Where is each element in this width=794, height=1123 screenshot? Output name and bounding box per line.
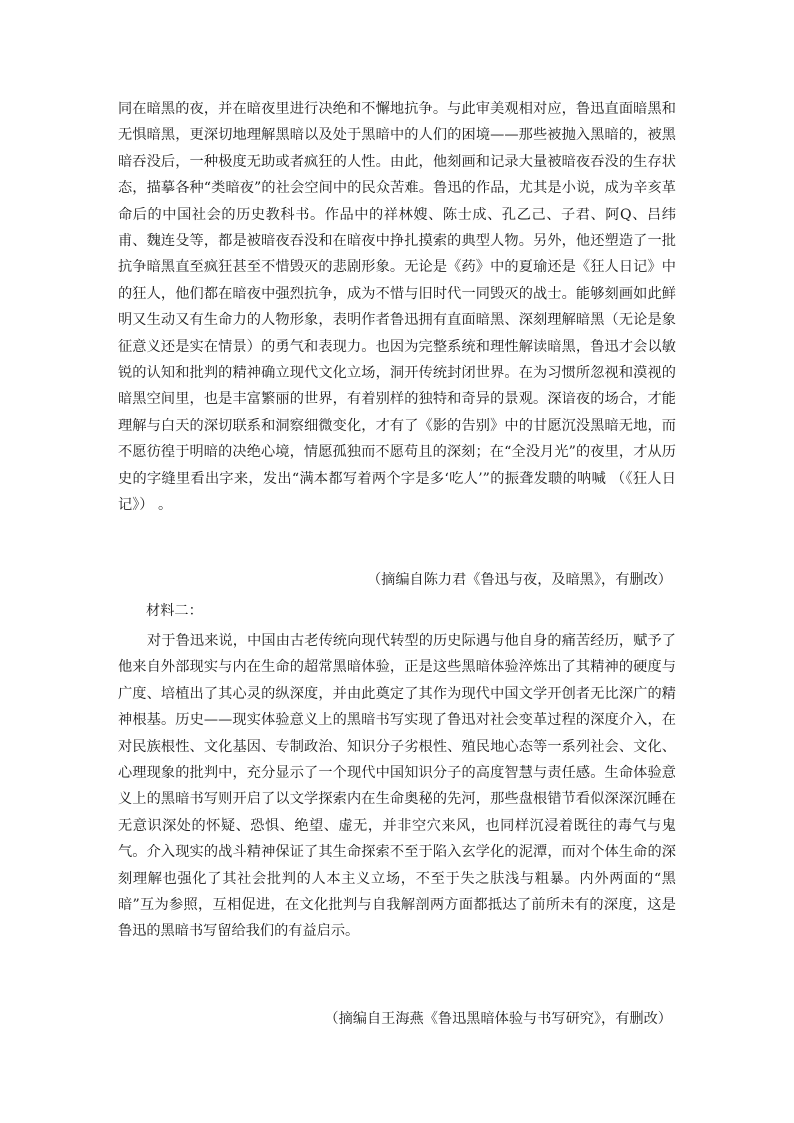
material-one-source: （摘编自陈力君《鲁迅与夜，及暗黑》，有删改） (366, 572, 672, 588)
material-two-source: （摘编自王海燕《鲁迅黑暗体验与书写研究》，有删改） (324, 1011, 672, 1027)
material-two-paragraph: 对于鲁迅来说，中国由古老传统向现代转型的历史际遇与他自身的痛苦经历，赋予了他来自外部现实与内在生命的超常黑暗体验，正是这些黑暗体验淬炼出了其精神的硬度与广度、培植出了其心灵的纵深度，并由此奠定了其作为现代中国文学开创者无比深广的精神根基。历史——现实体验意义上的黑暗书写实现了鲁迅对社会变革过程的深度介入，在对民族根性、文化基因、专制政治、知识分子劣根性、殖民地心态等一系列社会、文化、心理现象的批判中，充分显示了一个现代中国知识分子的高度智慧与责任感。生命体验意义上的黑暗书写则开启了以文学探索内在生命奥秘的先河，那些盘根错节看似深深沉睡在无意识深处的怀疑、恐惧、绝望、虚无，并非空穴来风，也同样沉浸着既往的毒气与鬼气。介入现实的战斗精神保证了其生命探索不至于陷入玄学化的泥潭，而对个体生命的深刻理解也强化了其社会批判的人本主义立场，不至于失之肤浅与粗暴。内外两面的“黑暗”互为参照，互相促进，在文化批判与自我解剖两方面都抵达了前所未有的深度，这是鲁迅的黑暗书写留给我们的有益启示。 (118, 633, 676, 940)
material-one-paragraph: 同在暗黑的夜，并在暗夜里进行决绝和不懈地抗争。与此审美观相对应，鲁迅直面暗黑和无惧暗黑，更深切地理解黑暗以及处于黑暗中的人们的困境——那些被抛入黑暗的，被黑暗吞没后，一种极度无助或者疯狂的人性。由此，他刻画和记录大量被暗夜吞没的生存状态，描摹各种“类暗夜”的社会空间中的民众苦难。鲁迅的作品，尤其是小说，成为辛亥革命后的中国社会的历史教科书。作品中的祥林嫂、陈士成、孔乙己、子君、阿Q、吕纬甫、魏连殳等，都是被暗夜吞没和在暗夜中挣扎摸索的典型人物。另外，他还塑造了一批抗争暗黑直至疯狂甚至不惜毁灭的悲剧形象。无论是《药》中的夏瑜还是《狂人日记》中的狂人，他们都在暗夜中强烈抗争，成为不惜与旧时代一同毁灭的战士。能够刻画如此鲜明又生动又有生命力的人物形象，表明作者鲁迅拥有直面暗黑、深刻理解暗黑（无论是象征意义还是实在情景）的勇气和表现力。也因为完整系统和理性解读暗黑，鲁迅才会以敏锐的认知和批判的精神确立现代文化立场，洞开传统封闭世界。在为习惯所忽视和漠视的暗黑空间里，也是丰富繁丽的世界，有着别样的独特和奇异的景观。深谙夜的场合，才能理解与白天的深切联系和洞察细微变化，才有了《影的告别》中的甘愿沉没黑暗无地，而不愿彷徨于明暗的决绝心境，情愿孤独而不愿苟且的深刻；在“全没月光”的夜里，才从历史的字缝里看出字来，发出“满本都写着两个字是多‘吃人’”的振聋发聩的呐喊 （《狂人日记》） 。 (118, 101, 676, 514)
material-two-heading: 材料二： (146, 603, 203, 619)
